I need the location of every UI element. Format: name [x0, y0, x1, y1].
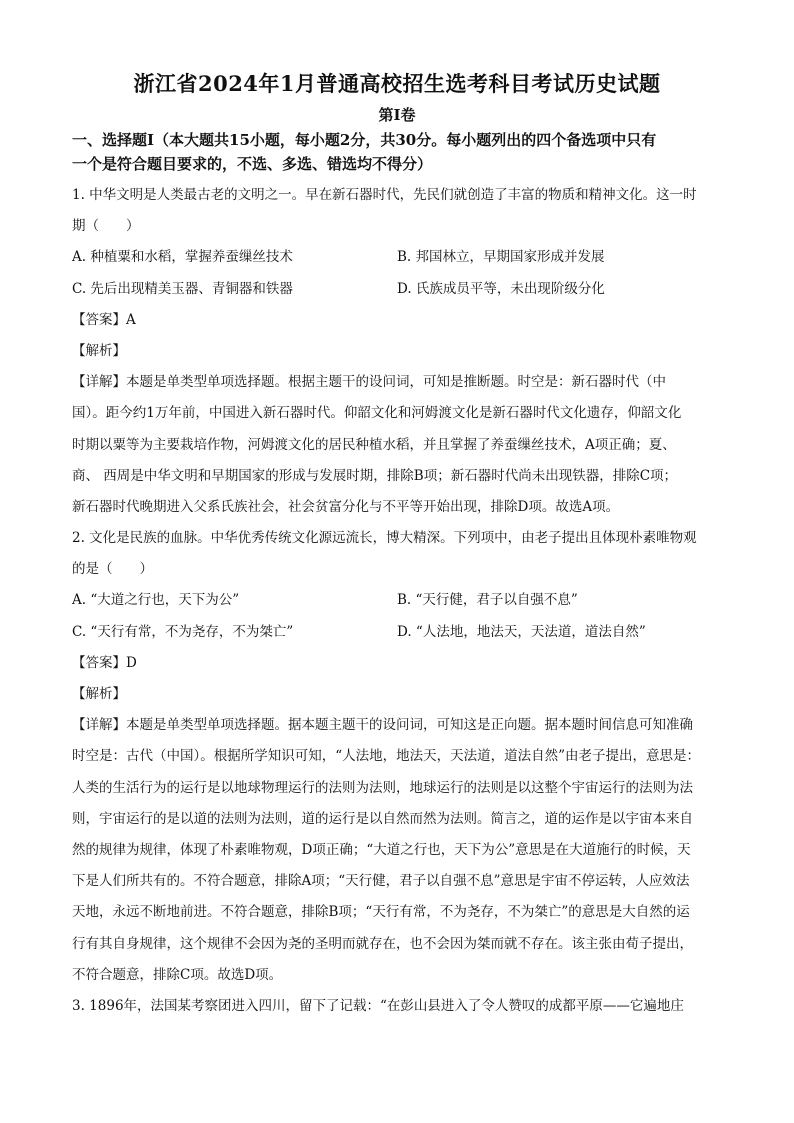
page-title: 浙江省2024年1月普通高校招生选考科目考试历史试题	[133, 71, 661, 96]
question-1-option-a: A. 种植粟和水稻，掌握养蚕缫丝技术	[72, 249, 293, 266]
section-heading	[72, 128, 726, 176]
question-2-analysis-label: 【解析】	[72, 686, 126, 702]
question-2-detail-line: 不符合题意，排除C项。故选D项。	[72, 966, 283, 983]
question-1-option-b: B. 邦国林立，早期国家形成并发展	[397, 249, 605, 266]
volume-heading: 第Ⅰ卷	[378, 106, 416, 124]
question-1-option-d: D. 氏族成员平等，未出现阶级分化	[397, 280, 605, 297]
question-1-detail-line: 国）。距今约1万年前，中国进入新石器时代。仰韶文化和河姆渡文化是新石器时代文化遗存，仰韶文化	[72, 405, 682, 422]
question-2-detail-line: 则，宇宙运行的是以道的法则为法则，道的运行是以自然而然为法则。简言之，道的运作是以宇宙本来自	[72, 810, 693, 827]
question-1-detail-line: 【详解】本题是单类型单项选择题。根据主题干的设问词，可知是推断题。时空是：新石器时代（中	[72, 374, 666, 391]
question-1-answer: 【答案】A	[72, 311, 136, 328]
question-1-stem-line: 期（ ）	[72, 218, 140, 235]
question-1-options-row	[72, 242, 726, 273]
question-3-stem-line: 3. 1896年，法国某考察团进入四川，留下了记载：“在彭山县进入了令人赞叹的成都平原——它遍地庄	[72, 997, 684, 1014]
question-1-option-c: C. 先后出现精美玉器、青铜器和铁器	[72, 280, 293, 297]
question-2-stem-line: 的是（ ）	[72, 561, 153, 578]
question-1-stem-line: 1. 中华文明是人类最古老的文明之一。早在新石器时代，先民们就创造了丰富的物质和精神文化。这一时	[72, 187, 697, 203]
question-2-options-row	[72, 617, 726, 648]
question-2-detail-line: 然的规律为规律，体现了朴素唯物观，D项正确；“大道之行也，天下为公”意思是在大道施行的时候，天	[72, 841, 691, 858]
question-2-detail-line: 天地，永远不断地前进。不符合题意，排除B项；“天行有常，不为尧存，不为桀亡”的意思是大自然的运	[72, 904, 690, 921]
question-2-detail-line: 【详解】本题是单类型单项选择题。据本题主题干的设问词，可知这是正向题。据本题时间信息可知准确	[72, 717, 693, 734]
question-2-option-a: A. “大道之行也，天下为公”	[72, 592, 240, 609]
question-2-stem-line: 2. 文化是民族的血脉。中华优秀传统文化源远流长，博大精深。下列项中，由老子提出且体现朴素唯物观	[72, 530, 697, 547]
question-2-answer: 【答案】D	[72, 654, 137, 671]
question-1-detail-line: 商、 西周是中华文明和早期国家的形成与发展时期，排除B项；新石器时代尚未出现铁器，排除C项；	[72, 467, 678, 484]
question-1-options-row	[72, 274, 726, 305]
section-heading-line: 一、选择题Ⅰ（本大题共15小题，每小题2分，共30分。每小题列出的四个备选项中只有	[72, 131, 657, 149]
question-2-option-d: D. “人法地，地法天，天法道，道法自然”	[397, 623, 646, 640]
question-2-option-c: C. “天行有常，不为尧存，不为桀亡”	[72, 623, 294, 640]
question-1-detail-line: 时期以粟等为主要栽培作物，河姆渡文化的居民种植水稻，并且掌握了养蚕缫丝技术，A项正确；夏、	[72, 436, 676, 453]
question-2-option-b: B. “天行健，君子以自强不息”	[397, 592, 578, 609]
question-2-detail-line: 行有其自身规律，这个规律不会因为尧的圣明而就存在，也不会因为桀而就不存在。该主张由荀子提出，	[72, 935, 693, 952]
question-2-detail-line: 时空是：古代（中国）。根据所学知识可知，“人法地，地法天，天法道，道法自然”由老子提出，意思是：	[72, 748, 701, 765]
question-2-detail-line: 下是人们所共有的。不符合题意，排除A项；“天行健，君子以自强不息”意思是宇宙不停运转，人应效法	[72, 873, 690, 890]
document-body	[72, 180, 726, 1022]
question-2-detail-line: 人类的生活行为的运行是以地球物理运行的法则为法则，地球运行的法则是以这整个宇宙运行的法则为法	[72, 779, 693, 796]
section-heading-line: 一个是符合题目要求的，不选、多选、错选均不得分）	[72, 155, 433, 173]
question-1-detail-line: 新石器时代晚期进入父系氏族社会，社会贫富分化与不平等开始出现，排除D项。故选A项。	[72, 498, 620, 515]
question-2-options-row	[72, 585, 726, 616]
question-1-analysis-label: 【解析】	[72, 342, 126, 359]
